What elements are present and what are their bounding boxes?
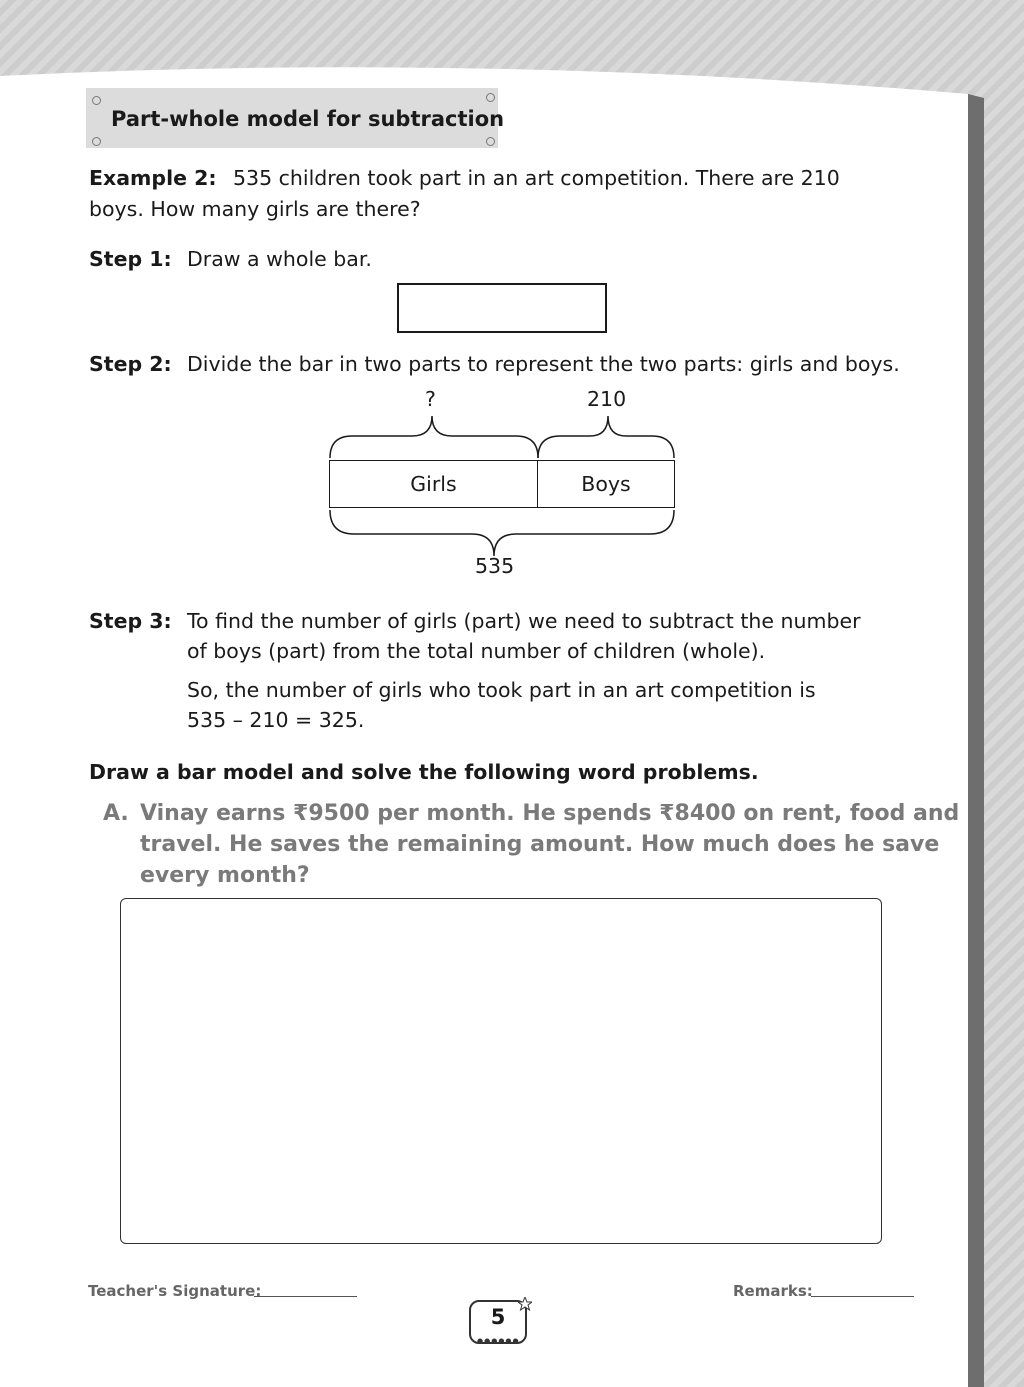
teacher-signature-line — [254, 1296, 357, 1297]
question-line1: Vinay earns ₹9500 per month. He spends ₹8400 on rent, food and — [140, 801, 960, 826]
boys-brace — [538, 416, 674, 458]
remarks-label: Remarks: — [733, 1282, 813, 1300]
example-label: Example 2: — [89, 166, 217, 190]
step2-text: Divide the bar in two parts to represent the two parts: girls and boys. — [187, 352, 900, 376]
boys-bar-part: Boys — [537, 460, 675, 508]
remarks-line — [811, 1296, 914, 1297]
star-icon — [518, 1297, 532, 1311]
answer-box[interactable] — [120, 898, 882, 1244]
step1-text: Draw a whole bar. — [187, 247, 372, 271]
teacher-signature-label: Teacher's Signature: — [88, 1282, 262, 1300]
conclusion-line2: 535 – 210 = 325. — [187, 708, 365, 732]
instructions-heading: Draw a bar model and solve the following word problems. — [89, 760, 759, 784]
girls-bar-part: Girls — [329, 460, 538, 508]
section-title: Part-whole model for subtraction — [111, 107, 505, 131]
total-brace — [330, 510, 674, 556]
page-number: 5 — [490, 1305, 506, 1329]
step1-label: Step 1: — [89, 247, 172, 271]
boys-value-label: 210 — [587, 387, 627, 411]
badge-dots-icon: ●●●●●● — [477, 1337, 520, 1345]
step3-text-line2: of boys (part) from the total number of children (whole). — [187, 639, 766, 663]
conclusion-line1: So, the number of girls who took part in an art competition is — [187, 678, 816, 702]
girls-brace — [330, 416, 538, 458]
question-line3: every month? — [140, 863, 310, 888]
step3-label: Step 3: — [89, 609, 172, 633]
example-text-line2: boys. How many girls are there? — [89, 197, 421, 221]
example-text-line1: 535 children took part in an art competition. There are 210 — [233, 166, 840, 190]
step3-text-line1: To find the number of girls (part) we need to subtract the number — [187, 609, 861, 633]
girls-value-label: ? — [425, 387, 436, 411]
total-value-label: 535 — [475, 554, 515, 578]
question-line2: travel. He saves the remaining amount. How much does he save — [140, 832, 940, 857]
question-letter: A. — [103, 801, 129, 826]
step2-label: Step 2: — [89, 352, 172, 376]
